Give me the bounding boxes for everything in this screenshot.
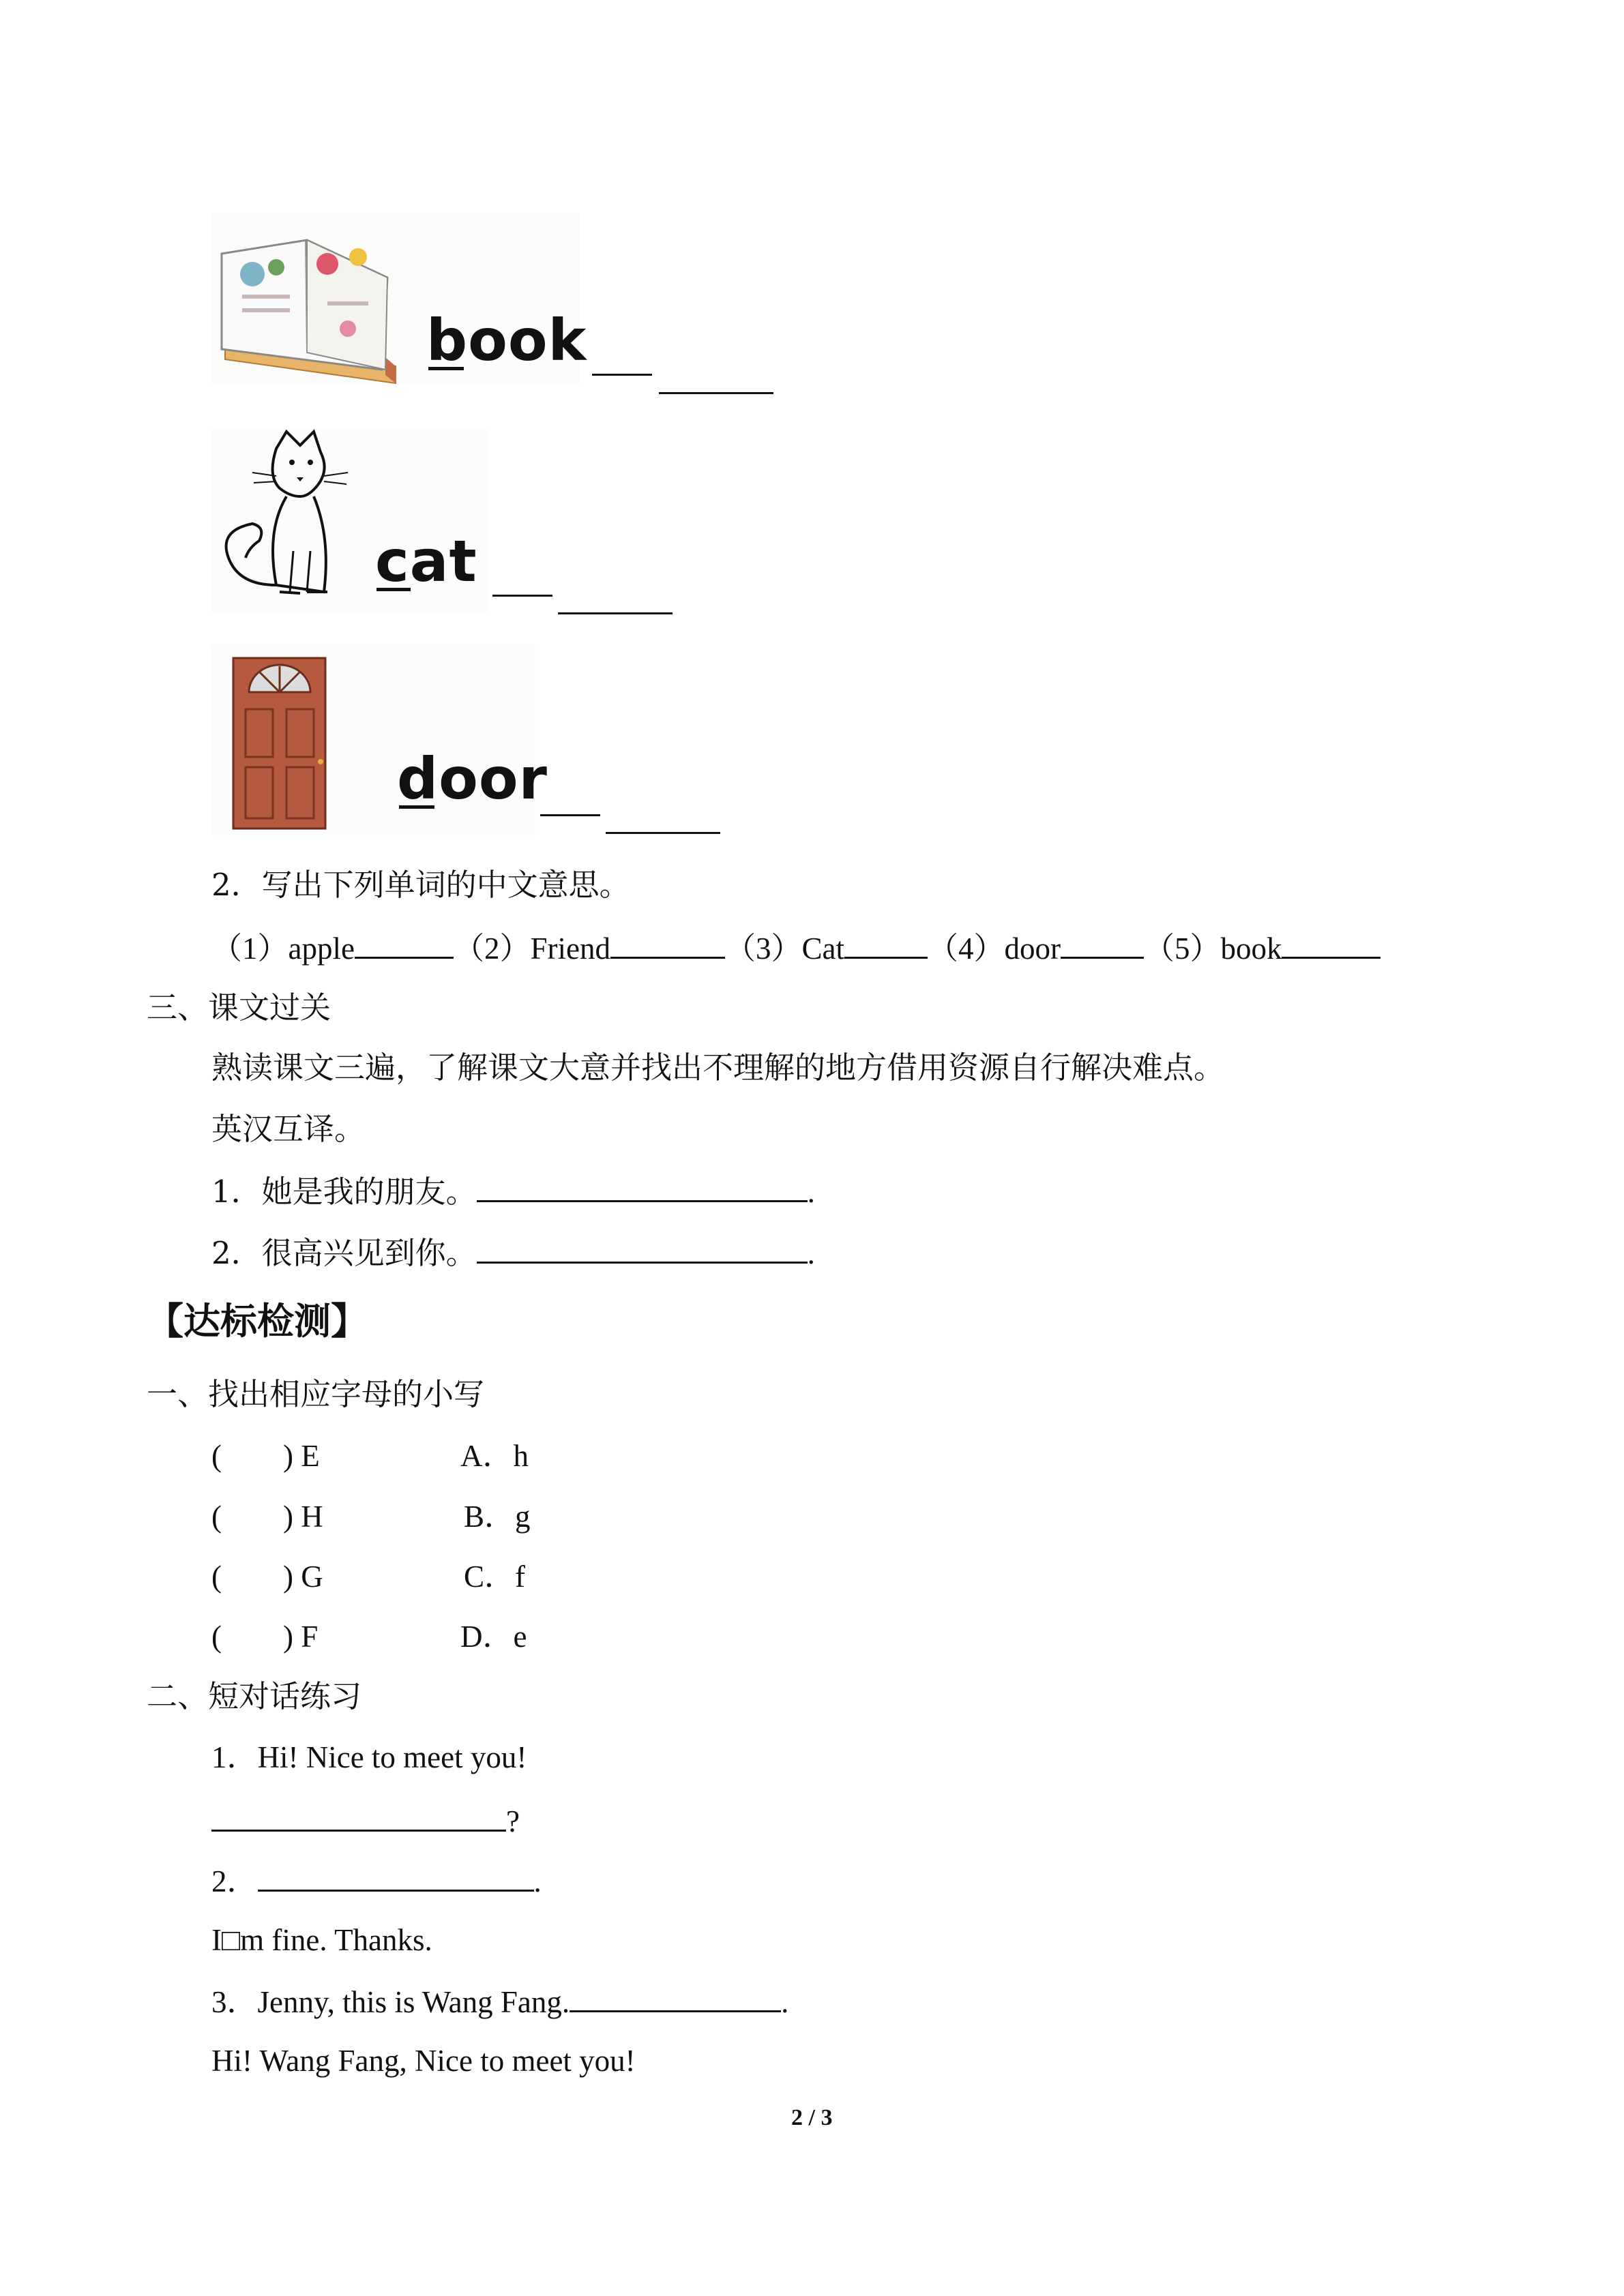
part1-paren-3[interactable]: ( ) G	[211, 1560, 323, 1594]
q2-blank-5[interactable]	[1282, 931, 1381, 959]
part2-response-2: I□m fine. Thanks.	[211, 1923, 432, 1957]
part1-option-4: D．e	[460, 1620, 527, 1654]
section3-title: 三、课文过关	[147, 989, 331, 1026]
part2-blank-2[interactable]	[258, 1864, 534, 1892]
vocab-blank-door-a[interactable]	[540, 814, 600, 816]
part1-option-2: B．g	[464, 1500, 531, 1534]
translate-title: 英汉互译。	[211, 1111, 366, 1147]
vocab-word-door: door	[397, 745, 548, 812]
part1-paren-4[interactable]: ( ) F	[211, 1620, 319, 1654]
vocab-blank-book-b[interactable]	[659, 392, 773, 394]
vocab-word-book: book	[426, 307, 587, 374]
translate-blank-1[interactable]	[477, 1174, 808, 1202]
q2-item-2: （2）Friend	[453, 931, 610, 966]
q2-item-4: （4）door	[927, 931, 1061, 966]
door-underline	[399, 805, 434, 809]
cat-underline	[377, 588, 411, 591]
part1-paren-2[interactable]: ( ) H	[211, 1500, 323, 1534]
q2-blank-3[interactable]	[844, 931, 928, 959]
section3-instruction: 熟读课文三遍，了解课文大意并找出不理解的地方借用资源自行解决难点。	[211, 1049, 1225, 1086]
part2-response-3: Hi! Wang Fang, Nice to meet you!	[211, 2044, 636, 2078]
translate-item-1: 1．她是我的朋友。 .	[211, 1174, 815, 1210]
part1-option-3: C．f	[464, 1560, 526, 1594]
q2-blank-1[interactable]	[355, 931, 454, 959]
part2-blank-3[interactable]	[570, 1984, 781, 2012]
part2-line-1: 1．Hi! Nice to meet you!	[211, 1740, 527, 1774]
q2-item-3: （3）Cat	[724, 931, 844, 966]
q2-title: 2．写出下列单词的中文意思。	[211, 867, 630, 903]
q2-blank-2[interactable]	[610, 931, 725, 959]
q2-item-1: （1）apple	[211, 931, 355, 966]
part1-option-1: A．h	[460, 1439, 529, 1473]
vocab-blank-cat-b[interactable]	[558, 612, 673, 614]
q2-item-5: （5）book	[1143, 931, 1282, 966]
page-number: 2 / 3	[791, 2105, 833, 2130]
book-underline	[428, 367, 464, 370]
vocab-blank-book-a[interactable]	[592, 374, 652, 376]
dabiao-heading: 【达标检测】	[147, 1299, 368, 1343]
part2-line-3: 3．Jenny, this is Wang Fang. .	[211, 1985, 789, 2019]
part1-title: 一、找出相应字母的小写	[147, 1376, 485, 1412]
part1-paren-1[interactable]: ( ) E	[211, 1439, 320, 1473]
part2-answer-1: ?	[211, 1804, 520, 1837]
q2-item-row	[211, 931, 1381, 964]
q2-blank-4[interactable]	[1061, 931, 1144, 959]
translate-blank-2[interactable]	[477, 1236, 808, 1264]
part2-blank-1[interactable]	[211, 1804, 506, 1832]
part2-line-2: 2． .	[211, 1864, 542, 1898]
vocab-word-cat: cat	[375, 528, 477, 595]
translate-item-2: 2．很高兴见到你。 .	[211, 1235, 815, 1271]
vocab-blank-cat-a[interactable]	[492, 595, 552, 597]
vocab-blank-door-b[interactable]	[606, 832, 720, 834]
part2-title: 二、短对话练习	[147, 1678, 362, 1714]
